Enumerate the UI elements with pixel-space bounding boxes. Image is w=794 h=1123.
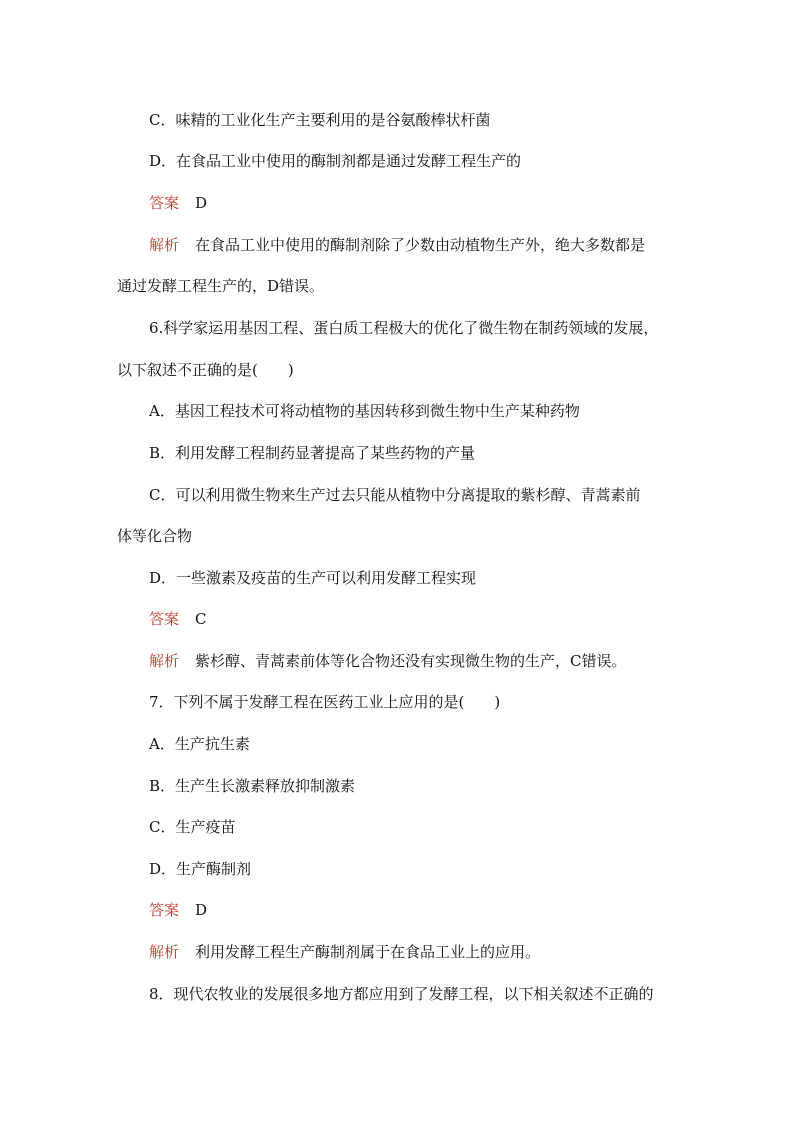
- answer-label: 答案: [149, 610, 180, 628]
- answer-value: D: [195, 194, 208, 212]
- option-c-q7: C．生产疫苗: [149, 818, 236, 836]
- option-c-q6: C．可以利用微生物来生产过去只能从植物中分离提取的紫杉醇、青蒿素前: [149, 486, 641, 504]
- analysis-q7: [149, 942, 540, 962]
- analysis-label: 解析: [149, 652, 180, 670]
- question-6-stem-cont: 以下叙述不正确的是( ): [117, 361, 294, 379]
- question-7-stem: 7．下列不属于发酵工程在医药工业上应用的是( ): [149, 693, 501, 711]
- answer-value: D: [195, 901, 208, 919]
- analysis-q6: [149, 651, 627, 671]
- analysis-text: 在食品工业中使用的酶制剂除了少数由动植物生产外，绝大多数都是: [195, 236, 646, 254]
- analysis-label: 解析: [149, 943, 180, 961]
- option-a-q7: A．生产抗生素: [149, 735, 250, 753]
- analysis-q5-cont: 通过发酵工程生产的，D错误。: [117, 277, 325, 295]
- option-a-q6: A．基因工程技术可将动植物的基因转移到微生物中生产某种药物: [149, 402, 580, 420]
- analysis-text: 紫杉醇、青蒿素前体等化合物还没有实现微生物的生产，C错误。: [195, 652, 627, 670]
- answer-label: 答案: [149, 901, 180, 919]
- option-c-q6-cont: 体等化合物: [117, 527, 193, 545]
- answer-label: 答案: [149, 194, 180, 212]
- option-c-q5: C．味精的工业化生产主要利用的是谷氨酸棒状杆菌: [149, 111, 491, 129]
- option-b-q6: B．利用发酵工程制药显著提高了某些药物的产量: [149, 444, 476, 462]
- analysis-q5: [149, 235, 645, 255]
- option-d-q5: D．在食品工业中使用的酶制剂都是通过发酵工程生产的: [149, 152, 522, 170]
- option-d-q7: D．生产酶制剂: [149, 860, 252, 878]
- option-d-q6: D．一些激素及疫苗的生产可以利用发酵工程实现: [149, 569, 477, 587]
- analysis-text: 利用发酵工程生产酶制剂属于在食品工业上的应用。: [195, 943, 541, 961]
- answer-q7: [149, 900, 207, 920]
- analysis-label: 解析: [149, 236, 180, 254]
- question-8-stem: 8．现代农牧业的发展很多地方都应用到了发酵工程，以下相关叙述不正确的: [149, 985, 654, 1003]
- answer-value: C: [195, 610, 207, 628]
- option-b-q7: B．生产生长激素释放抑制激素: [149, 777, 356, 795]
- answer-q5: [149, 193, 207, 213]
- question-6-stem: 6.科学家运用基因工程、蛋白质工程极大的优化了微生物在制药领域的发展，: [149, 319, 659, 337]
- answer-q6: [149, 609, 207, 629]
